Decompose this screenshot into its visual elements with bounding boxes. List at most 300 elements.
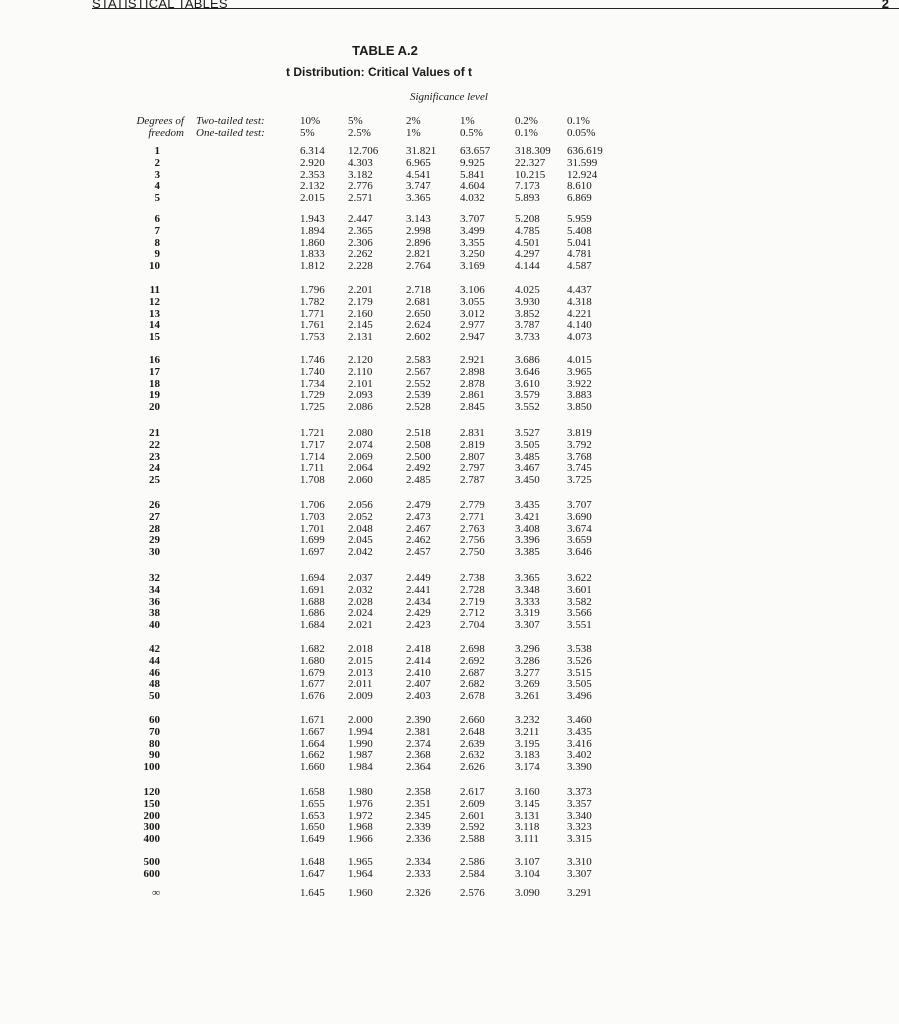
- table-cell: 3.286: [515, 654, 540, 667]
- value-column-group-1-col-5: [515, 146, 551, 205]
- table-cell: 2.756: [460, 534, 485, 547]
- df-cell: 38: [149, 607, 160, 620]
- table-cell: 3.435: [515, 499, 540, 511]
- table-cell: 3.622: [567, 572, 592, 584]
- df-cell: 44: [149, 654, 160, 667]
- df-cell: 1: [154, 145, 160, 157]
- table-cell: 2.056: [348, 499, 373, 511]
- df-group-5: [136, 428, 160, 487]
- table-cell: 1.703: [300, 510, 325, 523]
- table-cell: 4.015: [567, 354, 592, 366]
- table-cell: 4.303: [348, 156, 373, 169]
- df-cell: 26: [149, 499, 160, 511]
- df-cell: 600: [143, 867, 160, 880]
- df-header-line2: freedom: [148, 127, 184, 139]
- value-column-group-1-col-4: [460, 146, 490, 205]
- table-cell: 4.073: [567, 331, 592, 344]
- table-cell: 2.052: [348, 510, 373, 523]
- df-cell: 120: [143, 786, 160, 798]
- df-cell: 50: [149, 690, 160, 703]
- df-cell: 150: [143, 797, 160, 810]
- table-cell: 3.365: [406, 192, 431, 205]
- table-cell: 2.692: [460, 654, 485, 667]
- df-header-line1: Degrees of: [136, 115, 184, 127]
- table-cell: 3.610: [515, 377, 540, 390]
- table-cell: 2.819: [460, 438, 485, 451]
- table-cell: 2.021: [348, 619, 373, 632]
- table-cell: 22.327: [515, 156, 546, 169]
- table-cell: 2.719: [460, 595, 485, 608]
- table-cell: 2.878: [460, 377, 485, 390]
- table-cell: 2.728: [460, 583, 485, 596]
- table-cell: 3.169: [460, 260, 485, 273]
- value-column-group-5-col-5: [515, 428, 540, 487]
- table-cell: 3.118: [515, 821, 540, 834]
- table-cell: 2.779: [460, 499, 485, 511]
- level-header-col-5: [515, 115, 538, 139]
- value-column-group-10-col-4: [460, 787, 485, 846]
- table-cell: 2.624: [406, 319, 431, 332]
- table-cell: 2.660: [460, 714, 485, 726]
- table-cell: 4.781: [567, 248, 592, 261]
- df-group-10: [136, 787, 160, 846]
- table-cell: 1.648: [300, 856, 325, 868]
- table-cell: 3.526: [567, 654, 592, 667]
- table-cell: 4.318: [567, 295, 592, 308]
- df-cell: 300: [143, 821, 160, 834]
- table-cell: 2.048: [348, 522, 373, 535]
- df-cell: 22: [149, 438, 160, 451]
- table-cell: 1.691: [300, 583, 325, 596]
- table-cell: 1.653: [300, 809, 325, 822]
- table-cell: 3.505: [515, 438, 540, 451]
- table-cell: 6.869: [567, 192, 592, 205]
- value-column-group-12-col-2: [348, 888, 373, 900]
- value-column-group-8-col-3: [406, 644, 431, 703]
- two-tailed-level: 0.1%: [567, 115, 590, 127]
- table-cell: 2.681: [406, 295, 431, 308]
- table-cell: 3.745: [567, 462, 592, 475]
- table-cell: 3.467: [515, 462, 540, 475]
- table-cell: 31.599: [567, 156, 598, 169]
- value-column-group-6-col-5: [515, 500, 540, 559]
- table-cell: 3.674: [567, 522, 592, 535]
- table-cell: 3.111: [515, 833, 539, 846]
- table-cell: 1.679: [300, 666, 325, 679]
- table-cell: 2.410: [406, 666, 431, 679]
- table-cell: 2.015: [348, 654, 373, 667]
- table-cell: 2.571: [348, 192, 373, 205]
- table-cell: 1.671: [300, 714, 325, 726]
- df-cell: 27: [149, 510, 160, 523]
- value-column-group-11-col-4: [460, 857, 485, 881]
- table-cell: 2.306: [348, 236, 373, 249]
- table-cell: 1.682: [300, 643, 325, 655]
- two-tailed-level: 0.2%: [515, 115, 538, 127]
- table-subtitle: t Distribution: Critical Values of t: [286, 65, 473, 79]
- table-cell: 3.883: [567, 389, 592, 402]
- two-tailed-level: 10%: [300, 115, 321, 127]
- value-column-group-12-col-3: [406, 888, 431, 900]
- table-cell: 3.323: [567, 821, 592, 834]
- df-group-2: [136, 214, 160, 273]
- table-cell: 3.725: [567, 474, 592, 487]
- significance-caption: Significance level: [410, 91, 488, 103]
- value-column-group-3-col-5: [515, 285, 540, 344]
- table-cell: 6.314: [300, 145, 325, 157]
- table-cell: 3.850: [567, 401, 592, 414]
- value-column-group-2-col-1: [300, 214, 325, 273]
- df-cell: 400: [143, 833, 160, 846]
- table-cell: 2.584: [460, 867, 485, 880]
- table-cell: 1.697: [300, 546, 325, 559]
- table-cell: 10.215: [515, 168, 546, 181]
- two-tailed-level: 5%: [348, 115, 363, 127]
- value-column-group-6-col-6: [567, 500, 592, 559]
- table-cell: 2.045: [348, 534, 373, 547]
- table-cell: 2.617: [460, 786, 485, 798]
- table-cell: 3.402: [567, 749, 592, 762]
- table-cell: 3.307: [567, 867, 592, 880]
- value-column-group-6-col-4: [460, 500, 485, 559]
- table-cell: 2.518: [406, 427, 431, 439]
- df-cell: 70: [149, 725, 160, 738]
- table-cell: 3.930: [515, 295, 540, 308]
- df-cell: 25: [149, 474, 160, 487]
- table-cell: 3.277: [515, 666, 540, 679]
- table-cell: 2.060: [348, 474, 373, 487]
- df-group-9: [136, 715, 160, 774]
- table-cell: 1.688: [300, 595, 325, 608]
- two-tailed-level: 2%: [406, 115, 421, 127]
- table-cell: 1.650: [300, 821, 325, 834]
- table-cell: 4.144: [515, 260, 540, 273]
- table-cell: 2.586: [460, 856, 485, 868]
- df-group-6: [136, 500, 160, 559]
- table-cell: 2.101: [348, 377, 373, 390]
- df-cell: 2: [154, 156, 160, 169]
- table-cell: 2.457: [406, 546, 431, 559]
- table-cell: 2.821: [406, 248, 431, 261]
- table-cell: 2.831: [460, 427, 485, 439]
- table-cell: 1.711: [300, 462, 325, 475]
- table-cell: 3.579: [515, 389, 540, 402]
- test-header: [196, 115, 296, 139]
- table-cell: 3.527: [515, 427, 540, 439]
- table-cell: 2.042: [348, 546, 373, 559]
- value-column-group-11-col-3: [406, 857, 431, 881]
- table-cell: 2.334: [406, 856, 431, 868]
- table-cell: 3.646: [515, 365, 540, 378]
- table-cell: 2.403: [406, 690, 431, 703]
- value-column-group-1-col-3: [406, 146, 436, 205]
- table-cell: 3.055: [460, 295, 485, 308]
- table-cell: 1.860: [300, 236, 325, 249]
- df-cell: 9: [154, 248, 160, 261]
- table-cell: 5.959: [567, 213, 592, 225]
- one-tailed-level: 0.5%: [460, 127, 483, 139]
- value-column-group-6-col-1: [300, 500, 325, 559]
- level-header-col-1: [300, 115, 320, 139]
- value-column-group-11-col-2: [348, 857, 373, 881]
- df-cell: 24: [149, 462, 160, 475]
- table-cell: 4.785: [515, 224, 540, 237]
- df-cell: ∞: [152, 887, 160, 899]
- table-cell: 2.462: [406, 534, 431, 547]
- table-cell: 2.441: [406, 583, 431, 596]
- table-cell: 1.655: [300, 797, 325, 810]
- table-cell: 2.567: [406, 365, 431, 378]
- value-column-group-11-col-6: [567, 857, 592, 881]
- table-cell: 2.588: [460, 833, 485, 846]
- table-cell: 3.787: [515, 319, 540, 332]
- level-header-col-6: [567, 115, 595, 139]
- table-cell: 2.500: [406, 450, 431, 463]
- df-cell: 32: [149, 572, 160, 584]
- table-cell: 63.657: [460, 145, 491, 157]
- table-title: TABLE A.2: [352, 43, 418, 58]
- table-cell: 2.429: [406, 607, 431, 620]
- table-cell: 3.690: [567, 510, 592, 523]
- table-cell: 3.707: [460, 213, 485, 225]
- table-cell: 2.583: [406, 354, 431, 366]
- value-column-group-12-col-1: [300, 888, 325, 900]
- table-cell: 3.515: [567, 666, 592, 679]
- table-cell: 2.998: [406, 224, 431, 237]
- table-cell: 1.699: [300, 534, 325, 547]
- table-cell: 2.449: [406, 572, 431, 584]
- value-column-group-12-col-4: [460, 888, 485, 900]
- table-cell: 2.423: [406, 619, 431, 632]
- df-cell: 5: [154, 192, 160, 205]
- df-cell: 80: [149, 737, 160, 750]
- df-cell: 90: [149, 749, 160, 762]
- table-cell: 1.677: [300, 678, 325, 691]
- table-cell: 5.041: [567, 236, 592, 249]
- table-cell: 5.841: [460, 168, 485, 181]
- table-cell: 4.587: [567, 260, 592, 273]
- table-cell: 5.893: [515, 192, 540, 205]
- table-cell: 2.336: [406, 833, 431, 846]
- table-cell: 3.450: [515, 474, 540, 487]
- table-cell: 2.609: [460, 797, 485, 810]
- table-cell: 9.925: [460, 156, 485, 169]
- table-cell: 3.792: [567, 438, 592, 451]
- df-cell: 28: [149, 522, 160, 535]
- value-column-group-4-col-5: [515, 355, 540, 414]
- value-column-group-7-col-2: [348, 573, 373, 632]
- table-cell: 3.195: [515, 737, 540, 750]
- table-cell: 2.353: [300, 168, 325, 181]
- value-column-group-7-col-1: [300, 573, 325, 632]
- table-cell: 2.000: [348, 714, 373, 726]
- table-cell: 2.528: [406, 401, 431, 414]
- table-cell: 3.852: [515, 307, 540, 320]
- table-cell: 2.712: [460, 607, 485, 620]
- table-cell: 3.291: [567, 887, 592, 899]
- table-cell: 318.309: [515, 145, 551, 157]
- table-cell: 1.812: [300, 260, 325, 273]
- df-cell: 42: [149, 643, 160, 655]
- table-cell: 2.776: [348, 180, 373, 193]
- df-cell: 3: [154, 168, 160, 181]
- df-cell: 18: [149, 377, 160, 390]
- table-cell: 3.707: [567, 499, 592, 511]
- table-cell: 3.012: [460, 307, 485, 320]
- table-cell: 2.160: [348, 307, 373, 320]
- table-cell: 1.984: [348, 761, 373, 774]
- table-cell: 6.965: [406, 156, 431, 169]
- table-cell: 1.994: [348, 725, 373, 738]
- df-cell: 30: [149, 546, 160, 559]
- table-cell: 2.797: [460, 462, 485, 475]
- value-column-group-11-col-5: [515, 857, 540, 881]
- table-cell: 3.460: [567, 714, 592, 726]
- table-cell: 3.922: [567, 377, 592, 390]
- table-cell: 2.201: [348, 284, 373, 296]
- table-cell: 2.037: [348, 572, 373, 584]
- table-cell: 2.358: [406, 786, 431, 798]
- table-cell: 2.364: [406, 761, 431, 774]
- df-cell: 10: [149, 260, 160, 273]
- table-cell: 3.131: [515, 809, 540, 822]
- table-cell: 12.924: [567, 168, 598, 181]
- table-cell: 2.326: [406, 887, 431, 899]
- value-column-group-3-col-4: [460, 285, 485, 344]
- table-cell: 7.173: [515, 180, 540, 193]
- table-cell: 5.408: [567, 224, 592, 237]
- df-group-11: [136, 857, 160, 881]
- table-cell: 3.106: [460, 284, 485, 296]
- table-cell: 3.566: [567, 607, 592, 620]
- df-cell: 7: [154, 224, 160, 237]
- table-cell: 31.821: [406, 145, 437, 157]
- table-cell: 3.250: [460, 248, 485, 261]
- value-column-group-7-col-4: [460, 573, 485, 632]
- table-cell: 1.706: [300, 499, 325, 511]
- table-cell: 4.604: [460, 180, 485, 193]
- table-cell: 2.467: [406, 522, 431, 535]
- table-cell: 2.013: [348, 666, 373, 679]
- table-cell: 2.345: [406, 809, 431, 822]
- table-cell: 3.385: [515, 546, 540, 559]
- table-cell: 3.499: [460, 224, 485, 237]
- table-cell: 4.541: [406, 168, 431, 181]
- table-cell: 3.965: [567, 365, 592, 378]
- df-cell: 15: [149, 331, 160, 344]
- table-cell: 1.645: [300, 887, 325, 899]
- df-group-4: [136, 355, 160, 414]
- table-cell: 3.104: [515, 867, 540, 880]
- table-cell: 2.086: [348, 401, 373, 414]
- table-cell: 1.987: [348, 749, 373, 762]
- value-column-group-9-col-3: [406, 715, 431, 774]
- table-cell: 2.687: [460, 666, 485, 679]
- value-column-group-8-col-2: [348, 644, 373, 703]
- table-cell: 2.024: [348, 607, 373, 620]
- table-cell: 3.396: [515, 534, 540, 547]
- table-cell: 3.552: [515, 401, 540, 414]
- table-cell: 3.435: [567, 725, 592, 738]
- table-cell: 3.505: [567, 678, 592, 691]
- table-cell: 3.390: [567, 761, 592, 774]
- df-cell: 100: [143, 761, 160, 774]
- df-cell: 34: [149, 583, 160, 596]
- table-cell: 3.408: [515, 522, 540, 535]
- table-cell: 2.374: [406, 737, 431, 750]
- df-group-8: [136, 644, 160, 703]
- value-column-group-11-col-1: [300, 857, 325, 881]
- table-cell: 1.990: [348, 737, 373, 750]
- value-column-group-4-col-4: [460, 355, 485, 414]
- table-cell: 2.228: [348, 260, 373, 273]
- table-cell: 3.582: [567, 595, 592, 608]
- table-cell: 3.485: [515, 450, 540, 463]
- df-cell: 16: [149, 354, 160, 366]
- table-cell: 4.025: [515, 284, 540, 296]
- value-column-group-5-col-1: [300, 428, 325, 487]
- table-cell: 1.684: [300, 619, 325, 632]
- df-cell: 46: [149, 666, 160, 679]
- level-header-col-4: [460, 115, 483, 139]
- value-column-group-2-col-3: [406, 214, 431, 273]
- table-cell: 3.315: [567, 833, 592, 846]
- table-cell: 2.407: [406, 678, 431, 691]
- value-column-group-10-col-3: [406, 787, 431, 846]
- table-cell: 2.947: [460, 331, 485, 344]
- level-header-col-3: [406, 115, 421, 139]
- value-column-group-10-col-5: [515, 787, 540, 846]
- table-cell: 636.619: [567, 145, 603, 157]
- value-column-group-12-col-5: [515, 888, 540, 900]
- table-cell: 2.639: [460, 737, 485, 750]
- value-column-group-8-col-6: [567, 644, 592, 703]
- df-cell: 500: [143, 856, 160, 868]
- table-cell: 2.479: [406, 499, 431, 511]
- table-cell: 1.968: [348, 821, 373, 834]
- table-cell: 3.601: [567, 583, 592, 596]
- table-cell: 2.339: [406, 821, 431, 834]
- table-cell: 1.746: [300, 354, 325, 366]
- table-cell: 3.348: [515, 583, 540, 596]
- table-cell: 3.646: [567, 546, 592, 559]
- table-cell: 1.980: [348, 786, 373, 798]
- table-cell: 3.310: [567, 856, 592, 868]
- table-cell: 2.632: [460, 749, 485, 762]
- table-cell: 1.729: [300, 389, 325, 402]
- table-cell: 2.861: [460, 389, 485, 402]
- table-cell: 2.552: [406, 377, 431, 390]
- table-cell: 2.145: [348, 319, 373, 332]
- table-cell: 1.725: [300, 401, 325, 414]
- table-cell: 3.211: [515, 725, 540, 738]
- table-cell: 3.160: [515, 786, 540, 798]
- table-cell: 1.833: [300, 248, 325, 261]
- table-cell: 3.747: [406, 180, 431, 193]
- table-cell: 1.647: [300, 867, 325, 880]
- table-cell: 1.717: [300, 438, 325, 451]
- table-cell: 3.182: [348, 168, 373, 181]
- table-cell: 1.972: [348, 809, 373, 822]
- table-cell: 1.649: [300, 833, 325, 846]
- table-cell: 1.708: [300, 474, 325, 487]
- value-column-group-3-col-1: [300, 285, 325, 344]
- value-column-group-6-col-3: [406, 500, 431, 559]
- value-column-group-9-col-5: [515, 715, 540, 774]
- table-cell: 2.787: [460, 474, 485, 487]
- table-cell: 1.660: [300, 761, 325, 774]
- table-cell: 2.074: [348, 438, 373, 451]
